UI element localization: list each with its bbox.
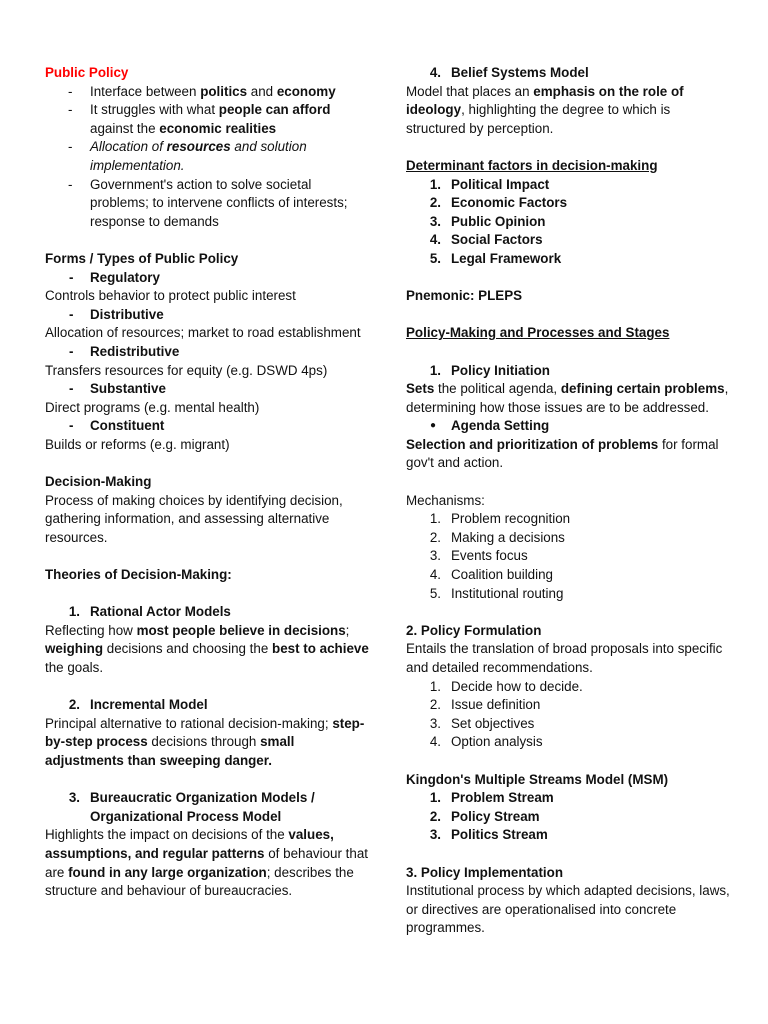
formulation-desc: Entails the translation of broad proposals into specific and detailed recommendations. <box>406 641 723 675</box>
policy-type-desc: Transfers resources for equity (e.g. DSWD 4ps) <box>45 362 328 378</box>
agenda-setting-desc: Selection and prioritization of problems for formal gov't and action. <box>406 436 719 471</box>
determinants-list <box>406 176 731 269</box>
implementation-desc: Institutional process by which adapted decisions, laws, or directives are operationalised into concrete programmes. <box>406 883 730 936</box>
mnemonic: Pnemonic: PLEPS <box>406 288 523 304</box>
list-item: 1. Problem recognition <box>429 511 571 527</box>
list-item: 4. Social Factors <box>429 232 543 248</box>
list-item: 4. Option analysis <box>429 734 543 750</box>
list-item: 1. Problem Stream <box>429 790 554 806</box>
list-item: 3. Set objectives <box>429 715 535 731</box>
list-item: 1. Decide how to decide. <box>429 678 583 694</box>
policy-type-desc: Controls behavior to protect public interest <box>45 288 296 304</box>
policy-type-name: - Constituent <box>69 418 165 434</box>
formulation-title: 2. Policy Formulation <box>406 622 542 638</box>
agenda-setting-title: ● Agenda Setting <box>406 417 731 436</box>
mechanisms-label: Mechanisms: <box>406 492 485 508</box>
determinants-heading: Determinant factors in decision-making <box>406 157 658 173</box>
theory-desc: Principal alternative to rational decision-making; step-by-step process decisions through small adjustments than sweeping danger. <box>45 715 365 768</box>
list-item: 5. Institutional routing <box>429 585 564 601</box>
policy-type-name: - Regulatory <box>69 269 160 285</box>
implementation-title: 3. Policy Implementation <box>406 864 564 880</box>
theory-title: 3. Bureaucratic Organization Models / Organizational Process Model <box>68 790 315 824</box>
theories-heading: Theories of Decision-Making: <box>45 567 232 583</box>
stage-desc: Sets the political agenda, defining certain problems, determining how those issues are to be addressed. <box>406 381 729 415</box>
list-item: 1. Political Impact <box>429 176 550 192</box>
msm-title: Kingdon's Multiple Streams Model (MSM) <box>406 771 669 787</box>
policy-type-desc: Direct programs (e.g. mental health) <box>45 399 260 415</box>
public-policy-heading: Public Policy <box>45 65 129 80</box>
mechanisms-list <box>406 510 731 603</box>
list-item: 2. Economic Factors <box>429 195 568 211</box>
right-column <box>406 64 731 938</box>
left-column <box>45 64 370 901</box>
list-item: 3. Politics Stream <box>429 827 548 843</box>
policy-type-desc: Allocation of resources; market to road establishment <box>45 325 361 341</box>
list-item: - Government's action to solve societal problems; to intervene conflicts of interests; response to demands <box>68 176 348 229</box>
theory-desc: Highlights the impact on decisions of the values, assumptions, and regular patterns of behaviour that are found in any large organization; describes the structure and behaviour of bureaucracies. <box>45 827 368 899</box>
decision-making-desc: Process of making choices by identifying decision, gathering information, and assessing alternative resources. <box>45 492 343 545</box>
list-item: 3. Public Opinion <box>429 213 546 229</box>
list-item: 2. Policy Stream <box>429 808 540 824</box>
list-item: 5. Legal Framework <box>429 250 562 266</box>
list-item: 2. Making a decisions <box>429 529 565 545</box>
public-policy-list <box>45 83 370 232</box>
list-item: - It struggles with what people can afford against the economic realities <box>68 102 331 136</box>
policy-type-name: - Redistributive <box>69 343 180 359</box>
list-item: 4. Coalition building <box>429 567 553 583</box>
theory-title: 4. Belief Systems Model <box>429 65 589 80</box>
list-item: - Allocation of resources and solution implementation. <box>68 139 307 173</box>
theory-desc: Model that places an emphasis on the role of ideology, highlighting the degree to which is structured by perception. <box>406 83 684 136</box>
formulation-steps <box>406 678 731 752</box>
forms-heading: Forms / Types of Public Policy <box>45 250 239 266</box>
process-heading: Policy-Making and Processes and Stages <box>406 325 670 341</box>
policy-type-name: - Distributive <box>69 306 164 322</box>
theory-title: 1. Rational Actor Models <box>68 604 231 620</box>
list-item: - Interface between politics and economy <box>68 83 336 99</box>
msm-streams <box>406 789 731 845</box>
theory-title: 2. Incremental Model <box>68 697 208 713</box>
list-item: 2. Issue definition <box>429 697 541 713</box>
bullet-icon: ● <box>430 420 437 432</box>
decision-making-heading: Decision-Making <box>45 474 152 490</box>
list-item: 3. Events focus <box>429 548 528 564</box>
theory-desc: Reflecting how most people believe in decisions; weighing decisions and choosing the best to achieve the goals. <box>45 622 369 675</box>
stage-title: 1. Policy Initiation <box>429 362 550 378</box>
policy-type-name: - Substantive <box>69 381 166 397</box>
policy-type-desc: Builds or reforms (e.g. migrant) <box>45 436 230 452</box>
